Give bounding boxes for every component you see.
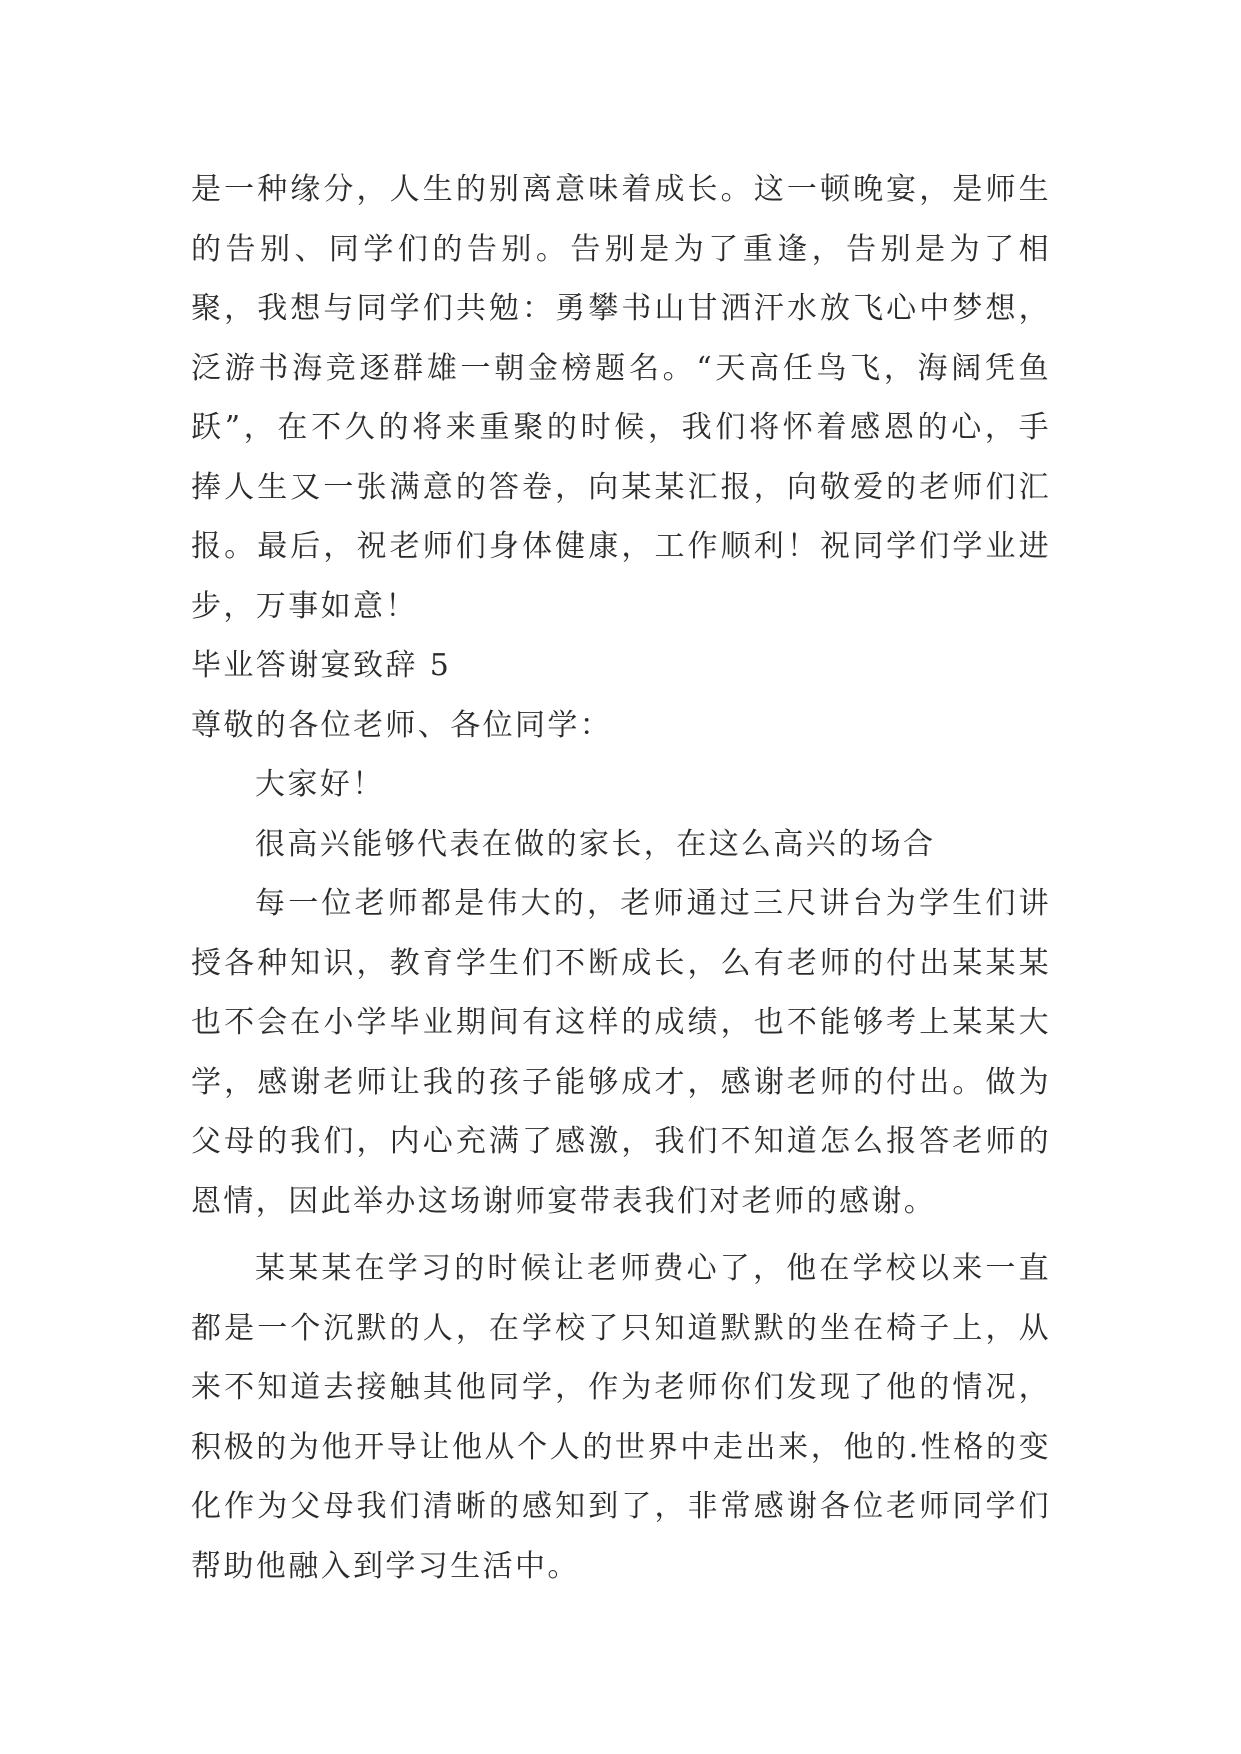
paragraph-child: 某某某在学习的时候让老师费心了，他在学校以来一直都是一个沉默的人，在学校了只知道默默的坐在椅子上，从来不知道去接触其他同学，作为老师你们发现了他的情况，积极的为他开导让他从个人的世界中走出来，他的.性格的变化作为父母我们清晰的感知到了，非常感谢各位老师同学们帮助他融入到学习生活中。 bbox=[191, 1251, 1051, 1584]
section-heading: 毕业答谢宴致辞 5 bbox=[191, 648, 452, 683]
greeting: 大家好！ bbox=[255, 767, 385, 802]
document-body bbox=[191, 160, 1051, 1596]
salutation: 尊敬的各位老师、各位同学： bbox=[191, 707, 613, 743]
paragraph-teachers: 每一位老师都是伟大的，老师通过三尺讲台为学生们讲授各种知识，教育学生们不断成长，么有老师的付出某某某也不会在小学毕业期间有这样的成绩，也不能够考上某某大学，感谢老师让我的孩子能够成才，感谢老师的付出。做为父母的我们，内心充满了感激，我们不知道怎么报答老师的恩情，因此举办这场谢师宴带表我们对老师的感谢。 bbox=[191, 886, 1051, 1219]
paragraph-closing-remarks: 是一种缘分，人生的别离意味着成长。这一顿晚宴，是师生的告别、同学们的告别。告别是为了重逢，告别是为了相聚，我想与同学们共勉：勇攀书山甘洒汗水放飞心中梦想，泛游书海竞逐群雄一朝金榜题名。“天高任鸟飞，海阔凭鱼跃”，在不久的将来重聚的时候，我们将怀着感恩的心，手捧人生又一张满意的答卷，向某某汇报，向敬爱的老师们汇报。最后，祝老师们身体健康，工作顺利！祝同学们学业进步，万事如意！ bbox=[191, 172, 1051, 624]
paragraph-intro: 很高兴能够代表在做的家长，在这么高兴的场合 bbox=[255, 826, 936, 862]
